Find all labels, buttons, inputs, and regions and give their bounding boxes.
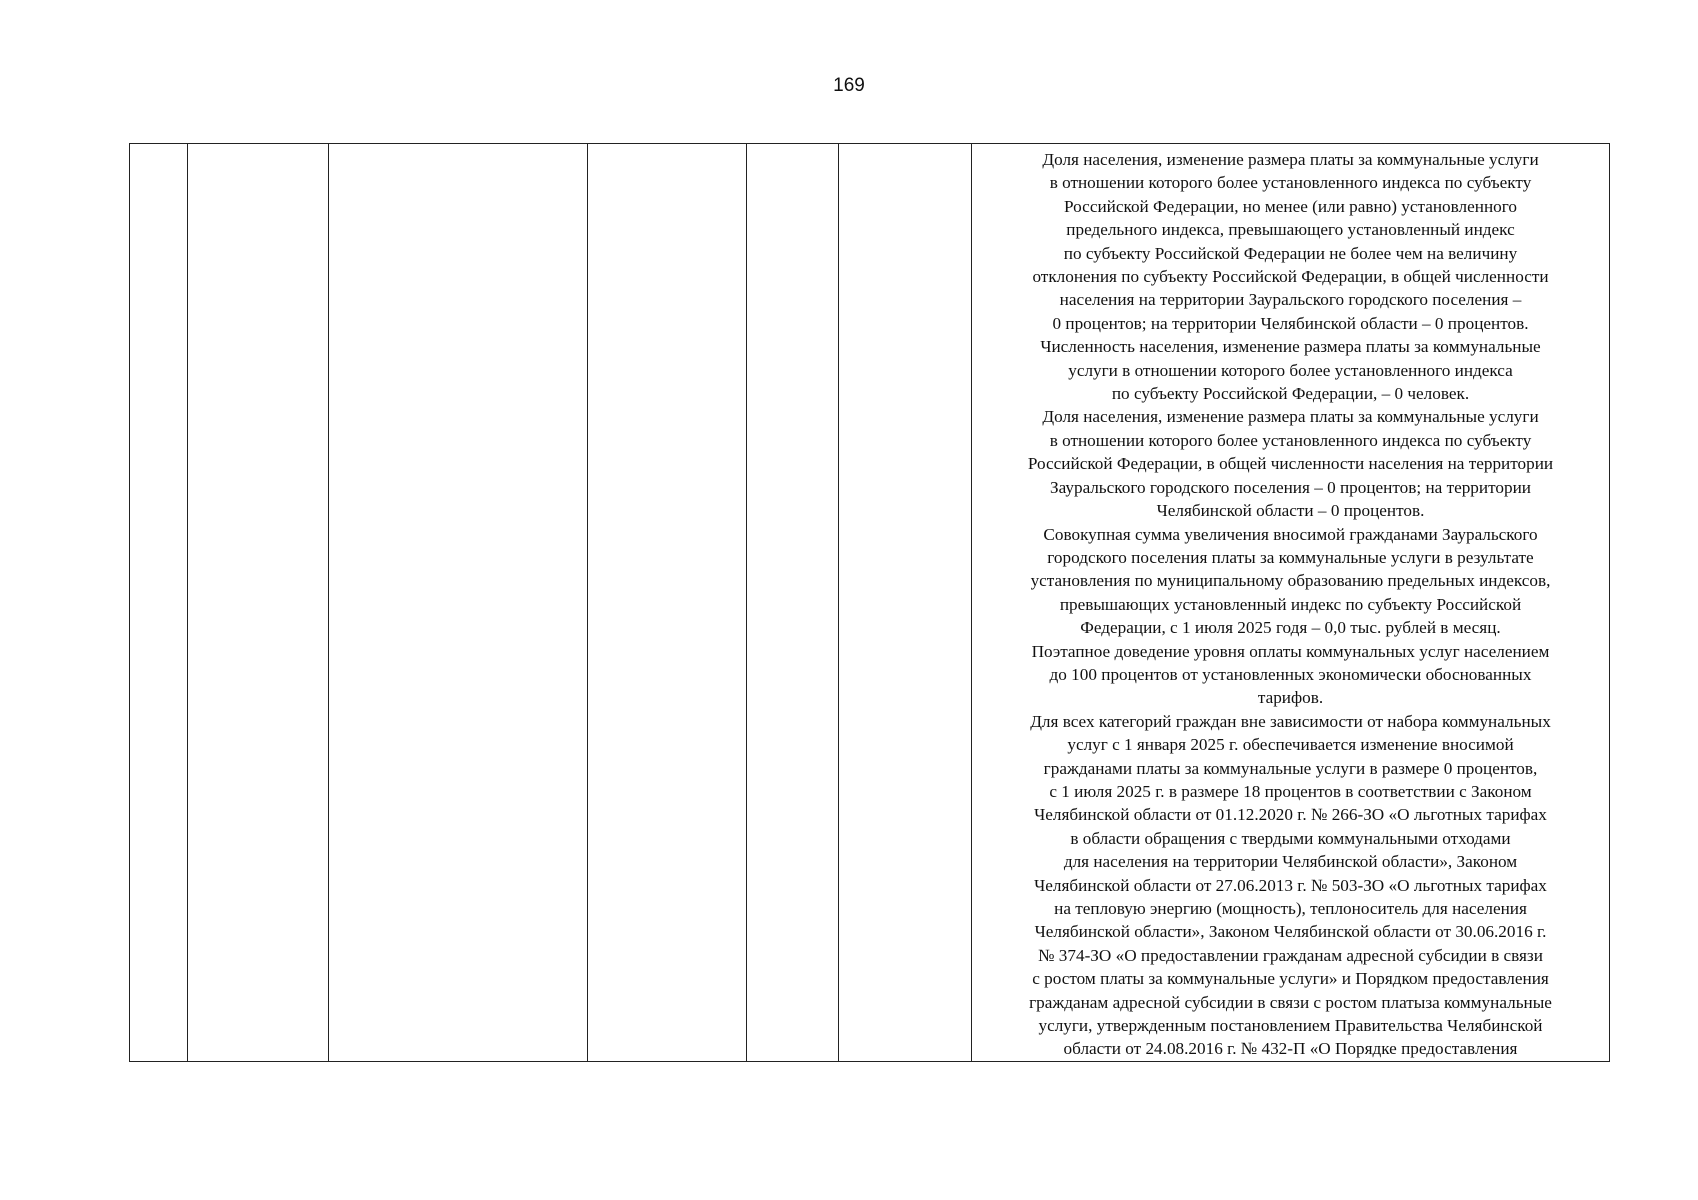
table-cell-col-6	[839, 144, 972, 1062]
table-cell-col-2	[188, 144, 329, 1062]
text-line: предельного индекса, превышающего установленный индекс	[1066, 220, 1515, 240]
table-cell-col-1	[130, 144, 188, 1062]
text-line: Для всех категорий граждан вне зависимости от набора коммунальных	[1030, 711, 1551, 731]
text-line: с ростом платы за коммунальные услуги» и Порядком предоставления	[1032, 969, 1549, 989]
text-line: отклонения по субъекту Российской Федерации, в общей численности	[1032, 267, 1549, 287]
text-line: населения на территории Заурaльского городского поселения –	[1059, 290, 1522, 310]
table-cell-col-3	[329, 144, 588, 1062]
text-line: с 1 июля 2025 г. в размере 18 процентов в соответствии с Законом	[1049, 781, 1532, 801]
text-line: превышающих установленный индекс по субъекту Российской	[1059, 594, 1522, 614]
table-row	[130, 144, 1610, 1062]
indicators-text	[978, 148, 1603, 1061]
text-line: на тепловую энергию (мощность), теплоноситель для населения	[1054, 899, 1527, 918]
text-line: Доля населения, изменение размера платы за коммунальные услуги	[1042, 407, 1539, 427]
text-line: Челябинской области от 27.06.2013 г. № 503-ЗО «О льготных тарифах	[1034, 875, 1547, 895]
text-line: до 100 процентов от установленных экономически обоснованных	[1049, 664, 1532, 684]
document-table	[129, 143, 1610, 1062]
text-line: услуги в отношении которого более установленного индекса	[1068, 360, 1513, 380]
text-line: гражданам адресной субсидии в связи с ростом платыза коммунальные	[1029, 992, 1552, 1012]
page-number: 169	[833, 75, 865, 96]
text-line: Поэтапное доведение уровня оплаты коммунальных услуг населением	[1031, 641, 1550, 661]
text-line: 0 процентов; на территории Челябинской области – 0 процентов.	[1052, 313, 1529, 333]
text-line: Челябинской области», Законом Челябинской области от 30.06.2016 г.	[1034, 922, 1547, 942]
text-line: гражданами платы за коммунальные услуги в размере 0 процентов,	[1043, 758, 1538, 778]
text-line: Челябинской области – 0 процентов.	[1156, 501, 1425, 521]
text-line: Доля населения, изменение размера платы за коммунальные услуги	[1042, 150, 1539, 169]
text-line: по субъекту Российской Федерации, – 0 человек.	[1111, 384, 1470, 404]
text-line: установления по муниципальному образованию предельных индексов,	[1030, 571, 1551, 591]
text-line: Численность населения, изменение размера платы за коммунальные	[1040, 337, 1541, 357]
text-line: городского поселения платы за коммунальные услуги в результате	[1047, 547, 1534, 567]
text-line: тарифов.	[1257, 688, 1324, 708]
table-cell-indicators	[972, 144, 1610, 1062]
text-line: № 374-ЗО «О предоставлении гражданам адресной субсидии в связи	[1038, 945, 1543, 965]
text-line: в отношении которого более установленного индекса по субъекту	[1049, 173, 1532, 193]
text-line: Челябинской области от 01.12.2020 г. № 266-ЗО «О льготных тарифах	[1034, 805, 1547, 825]
text-line: по субъекту Российской Федерации не более чем на величину	[1063, 243, 1518, 263]
text-line: услуг с 1 января 2025 г. обеспечивается изменение вносимой	[1067, 735, 1514, 755]
table-cell-col-4	[588, 144, 747, 1062]
text-line: для населения на территории Челябинской области», Законом	[1063, 852, 1518, 872]
text-line: Российской Федерации, но менее (или равно) установленного	[1064, 196, 1517, 216]
text-line: области от 24.08.2016 г. № 432-П «О Порядке предоставления	[1063, 1039, 1518, 1059]
text-line: Федерации, с 1 июля 2025 годя – 0,0 тыс. рублей в месяц.	[1080, 618, 1501, 638]
text-line: услуги, утвержденным постановлением Правительства Челябинской	[1038, 1016, 1543, 1036]
text-line: в отношении которого более установленного индекса по субъекту	[1049, 430, 1532, 450]
text-line: Заурaльского городского поселения – 0 процентов; на территории	[1050, 477, 1531, 497]
text-line: в области обращения с твердыми коммунальными отходами	[1070, 828, 1511, 848]
text-line: Совокупная сумма увеличения вносимой гражданами Заурaльского	[1043, 524, 1538, 544]
text-line: Российской Федерации, в общей численности населения на территории	[1027, 454, 1554, 474]
table-cell-col-5	[747, 144, 839, 1062]
